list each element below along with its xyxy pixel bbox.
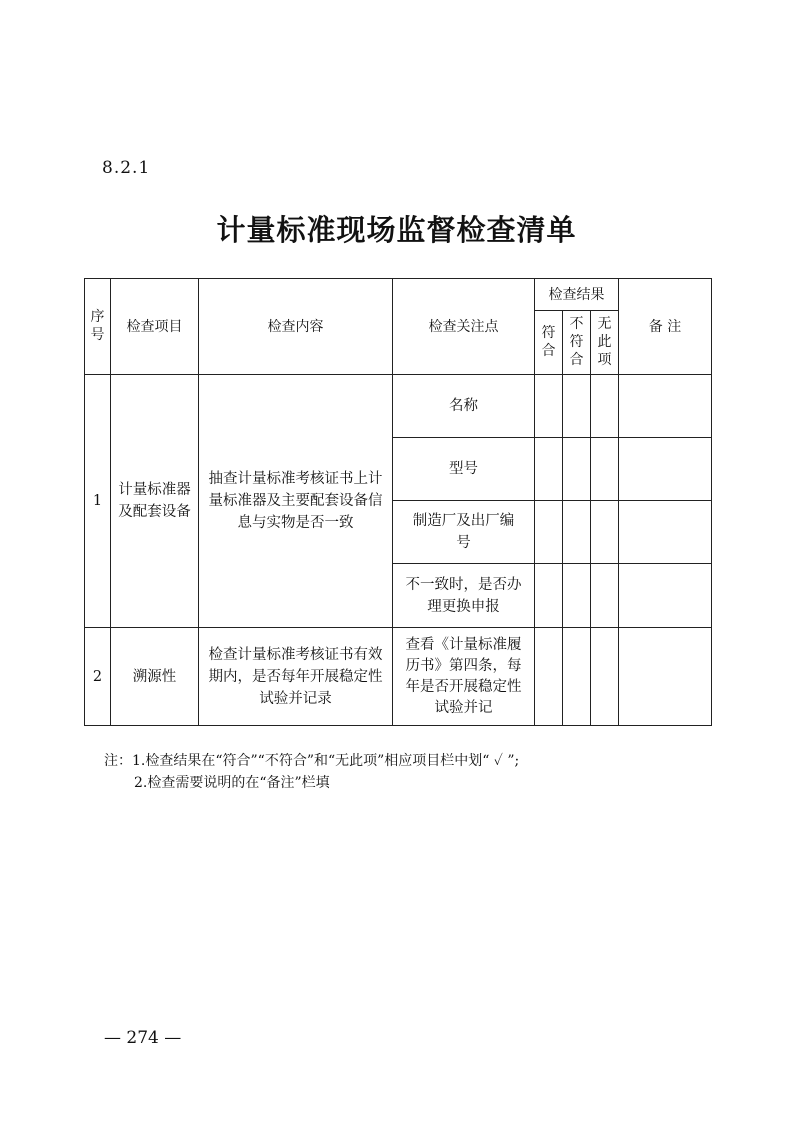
row2-point-1-nonconform[interactable] — [563, 628, 591, 726]
header-result: 检查结果 — [535, 279, 619, 311]
row1-point-3-na[interactable] — [591, 501, 619, 564]
row2-content: 检查计量标准考核证书有效期内，是否每年开展稳定性试验并记录 — [199, 628, 393, 726]
row1-point-4-remarks[interactable] — [619, 564, 712, 628]
row1-point-4-conform[interactable] — [535, 564, 563, 628]
row2-seq: 2 — [85, 628, 111, 726]
row1-item: 计量标准器及配套设备 — [111, 375, 199, 628]
checklist-table — [84, 278, 712, 726]
row2-point-1-remarks[interactable] — [619, 628, 712, 726]
row1-point-2: 型号 — [393, 438, 535, 501]
table-row — [85, 628, 712, 726]
row1-point-1: 名称 — [393, 375, 535, 438]
header-focus: 检查关注点 — [393, 279, 535, 375]
header-item: 检查项目 — [111, 279, 199, 375]
header-seq: 序号 — [85, 279, 111, 375]
row1-point-1-remarks[interactable] — [619, 375, 712, 438]
row2-point-1-conform[interactable] — [535, 628, 563, 726]
header-nonconform: 不符合 — [563, 311, 591, 375]
row1-point-4: 不一致时，是否办理更换申报 — [393, 564, 535, 628]
row1-point-1-nonconform[interactable] — [563, 375, 591, 438]
header-na: 无此项 — [591, 311, 619, 375]
note-line-2: 2.检查需要说明的在“备注”栏填 — [134, 775, 330, 791]
header-content: 检查内容 — [199, 279, 393, 375]
document-title: 计量标准现场监督检查清单 — [216, 213, 577, 247]
row1-point-3-remarks[interactable] — [619, 501, 712, 564]
row1-point-2-conform[interactable] — [535, 438, 563, 501]
row2-item: 溯源性 — [111, 628, 199, 726]
row1-point-1-na[interactable] — [591, 375, 619, 438]
row1-point-1-conform[interactable] — [535, 375, 563, 438]
row1-point-2-remarks[interactable] — [619, 438, 712, 501]
table-row — [85, 375, 712, 438]
row1-point-4-na[interactable] — [591, 564, 619, 628]
note-line-1: 注：1.检查结果在“符合”“不符合”和“无此项”相应项目栏中划“ ✓ ”; — [104, 753, 520, 769]
row1-point-2-nonconform[interactable] — [563, 438, 591, 501]
row2-point-1: 查看《计量标准履历书》第四条，每年是否开展稳定性试验并记 — [393, 628, 535, 726]
row1-point-4-nonconform[interactable] — [563, 564, 591, 628]
row1-seq: 1 — [85, 375, 111, 628]
header-remarks: 备 注 — [619, 279, 712, 375]
page-number: — 274 — — [104, 1028, 182, 1048]
section-number: 8.2.1 — [102, 158, 151, 178]
row1-point-3-nonconform[interactable] — [563, 501, 591, 564]
row2-point-1-na[interactable] — [591, 628, 619, 726]
row1-content: 抽查计量标准考核证书上计量标准器及主要配套设备信息与实物是否一致 — [199, 375, 393, 628]
header-conform: 符合 — [535, 311, 563, 375]
row1-point-2-na[interactable] — [591, 438, 619, 501]
row1-point-3-conform[interactable] — [535, 501, 563, 564]
row1-point-3: 制造厂及出厂编号 — [393, 501, 535, 564]
